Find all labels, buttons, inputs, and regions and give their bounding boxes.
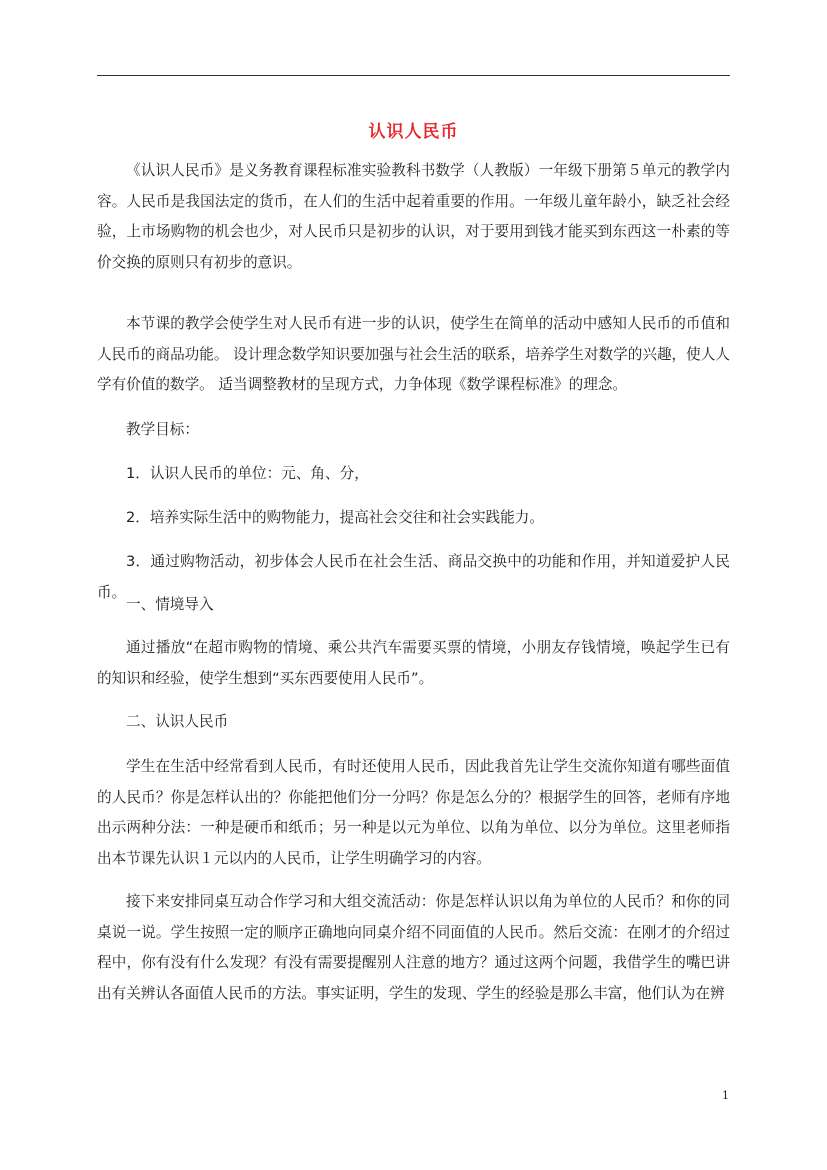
- paragraph-intro: 《认识人民币》是义务教育课程标准实验教科书数学（人教版）一年级下册第５单元的教学内容。人民币是我国法定的货币，在人们的生活中起着重要的作用。一年级儿童年龄小，缺乏社会经验，上市场购物的机会也少，对人民币只是初步的认识，对于要用到钱才能买到东西这一朴素的等价交换的原则只有初步的意识。: [97, 162, 730, 271]
- section-heading-2: 二、认识人民币: [126, 713, 229, 730]
- header-rule: [97, 75, 730, 76]
- paragraph-cooperation: 接下来安排同桌互动合作学习和大组交流活动：你是怎样认识以角为单位的人民币？和你的同桌说一说。学生按照一定的顺序正确地向同桌介绍不同面值的人民币。然后交流：在刚才的介绍过程中，你有没有什么发现？有没有需要提醒别人注意的地方？通过这两个问题，我借学生的嘴巴讲出有关辨认各面值人民币的方法。事实证明，学生的发现、学生的经验是那么丰富，他们认为在辨: [97, 893, 730, 1002]
- paragraph-goal-3: 3．通过购物活动，初步体会人民币在社会生活、商品交换中的功能和作用，并知道爱护人民币。: [97, 553, 730, 601]
- paragraph-lesson-overview: 本节课的教学会使学生对人民币有进一步的认识，使学生在简单的活动中感知人民币的币值和人民币的商品功能。 设计理念数学知识要加强与社会生活的联系，培养学生对数学的兴趣，使人人学有价值的数学。 适当调整教材的呈现方式，力争体现《数学课程标准》的理念。: [97, 315, 730, 393]
- paragraph-goals-heading: 教学目标：: [126, 421, 199, 438]
- paragraph-scenario: 通过播放“在超市购物的情境、乘公共汽车需要买票的情境，小朋友存钱情境，唤起学生已有的知识和经验，使学生想到“买东西要使用人民币”。: [97, 639, 730, 687]
- section-heading-1: 一、情境导入: [126, 596, 214, 613]
- page-number: 1: [722, 1089, 729, 1102]
- document-title: 认识人民币: [368, 122, 459, 142]
- paragraph-recognize-money: 学生在生活中经常看到人民币，有时还使用人民币，因此我首先让学生交流你知道有哪些面值的人民币？你是怎样认出的？你能把他们分一分吗？你是怎么分的？根据学生的回答，老师有序地出示两种分法：一种是硬币和纸币；另一种是以元为单位、以角为单位、以分为单位。这里老师指出本节课先认识１元以内的人民币，让学生明确学习的内容。: [97, 758, 730, 867]
- paragraph-goal-2: 2．培养实际生活中的购物能力，提高社会交往和社会实践能力。: [126, 509, 544, 526]
- paragraph-goal-1: 1．认识人民币的单位：元、角、分，: [126, 465, 369, 482]
